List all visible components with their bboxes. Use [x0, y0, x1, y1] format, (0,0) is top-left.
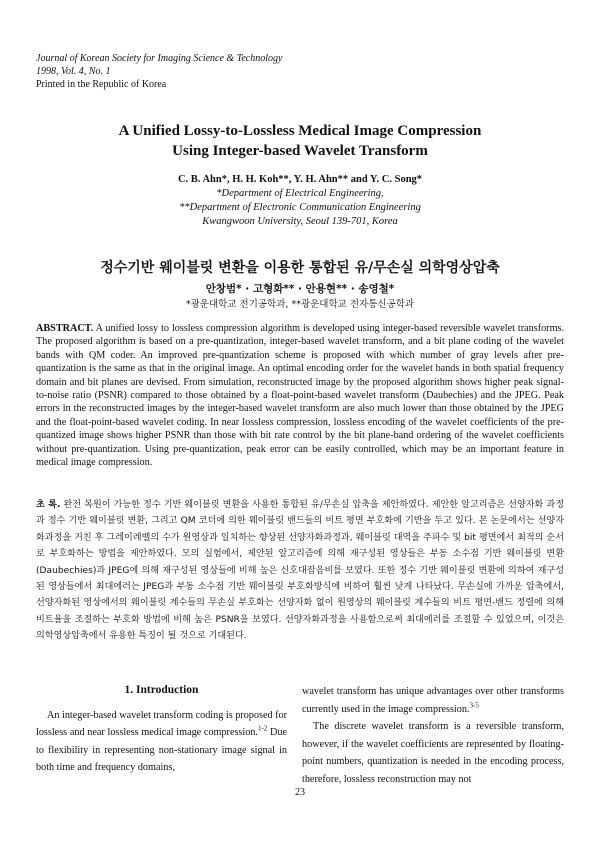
paper-title-line1: A Unified Lossy-to-Lossless Medical Image Compression — [118, 123, 482, 139]
author-block — [0, 173, 600, 229]
section-heading: 1. Introduction — [124, 684, 199, 696]
paper-title-line2: Using Integer-based Wavelet Transform — [172, 143, 428, 159]
paper-title — [0, 121, 600, 161]
affiliation-2: **Department of Electronic Communication Engineering — [179, 202, 421, 213]
affiliation-1: *Department of Electrical Engineering, — [216, 188, 384, 199]
left-column — [36, 682, 287, 777]
citation-3-5: 3-5 — [469, 701, 479, 710]
korean-title: 정수기반 웨이블릿 변환을 이용한 통합된 유/무손실 의학영상압축 — [100, 260, 500, 276]
journal-name: Journal of Korean Society for Imaging Science & Technology — [36, 53, 283, 64]
intro-paragraph-2 — [302, 683, 564, 718]
korean-abstract-text: 완전 복원이 가능한 정수 기반 웨이블릿 변환을 사용한 통합된 유/무손실 압축을 제안하였다. 제안한 알고리즘은 선양자화 과정과 정수 기반 웨이블릿 변환, 그리고 QM 코더에 의한 웨이블릿 밴드들의 비트 평면 부호화에 기반을 두고 있다. 본 논문에서는 선양자화과정을 거친 후 그레이레벨의 수가 원영상과 일치하는 향상된 선양자화과정과, 웨이블릿 대역을 주파수 및 bit 평면에서 최적의 순서로 부호화하는 방법을 제안하였다. 모의 실험에서, 제안된 알고리즘에 의해 재구성된 영상들은 부동 소수점 기반 웨이블릿 변환(Daubechies)과 JPEG에 의해 재구성된 영상들에 비해 높은 신호대잡음비를 보였다. 또한 정수 기반 웨이블릿 변환에 의하여 재구성된 영상들에서 최대에러는 JPEG과 부동 소수점 기반 웨이블릿 부호화방식에 비하여 훨씬 낮게 나타났다. 무손실에 가까운 압축에서, 선양자화된 영상에서의 웨이블릿 계수들의 무손실 부호화는 선양자화 없이 원영상의 웨이블릿 계수들의 비트 평면-밴드 정렬에 의해 비트율을 조절하는 부호화 방법에 비해 높은 PSNR을 보였다. 선양자화과정을 사용함으로써 최대에러를 조절할 수 있었으며, 이것은 의학영상압축에서 유용한 특징이 될 것으로 기대된다. — [36, 500, 564, 642]
korean-abstract — [36, 497, 564, 645]
intro-p2-text: wavelet transform has unique advantages over other transforms currently used in the image compression. — [302, 686, 564, 715]
page-number: 23 — [295, 787, 305, 798]
abstract — [36, 322, 564, 469]
intro-p1-text-a: An integer-based wavelet transform coding is proposed for lossless and near lossless medical image compression. — [36, 709, 287, 738]
intro-p1-text-b: Due to flexibility in representing non-stationary image signal in both time and frequency domains, — [36, 727, 287, 773]
korean-author-names: 안창범* · 고형화** · 안용현** · 송영철* — [205, 283, 395, 295]
journal-printed: Printed in the Republic of Korea — [36, 79, 167, 90]
citation-1-2: 1-2 — [257, 724, 268, 733]
journal-header — [36, 52, 282, 91]
author-names: C. B. Ahn*, H. H. Koh**, Y. H. Ahn** and Y. C. Song* — [177, 174, 423, 185]
right-column — [302, 683, 564, 788]
journal-volume: 1998, Vol. 4, No. 1 — [36, 66, 111, 77]
korean-abstract-label: 초 록. — [36, 500, 61, 510]
abstract-label: ABSTRACT. — [36, 323, 94, 334]
intro-paragraph-3: The discrete wavelet transform is a reversible transform, however, if the wavelet coefficients are represented by floating-point numbers, quantization is needed in the encoding process, therefore, lossless reconstruction may not — [302, 721, 564, 785]
affiliation-3: Kwangwoon University, Seoul 139-701, Korea — [202, 216, 398, 227]
korean-author-block — [0, 282, 600, 312]
intro-paragraph-1 — [36, 707, 287, 777]
korean-affiliation: *광운대학교 전기공학과, **광운대학교 전자통신공학과 — [185, 299, 415, 310]
abstract-text: A unified lossy to lossless compression algorithm is developed using integer-based reversible wavelet transforms. The proposed algorithm is based on a pre-quantization, integer-based wavelet transform, and a bit plane coding of the wavelet bands with QM coder. An improved pre-quantization scheme is proposed with which number of gray levels after pre-quantization is the same as that in the original image. An optimal encoding order for the wavelet bands in both spatial frequency domain and bit planes are devised. From simulation, reconstructed image by the proposed algorithm shows higher peak signal-to-noise ratio (PSNR) compared to those obtained by a float-point-based wavelet transform (Daubechies) and the JPEG. Peak errors in the reconstructed images by the integer-based wavelet transform are also much lower than those obtained by the JPEG and the float-point-based wavelet coding. In near lossless compression, lossless encoding of the wavelet coefficients of the pre-quantized image shows higher PSNR than those with bit rate control by the bit plane-band ordering of the wavelet coefficients without pre-quantization. Using pre-quantization, peak error can be easily controlled, which may be an important feature in medical image compression. — [36, 323, 565, 469]
